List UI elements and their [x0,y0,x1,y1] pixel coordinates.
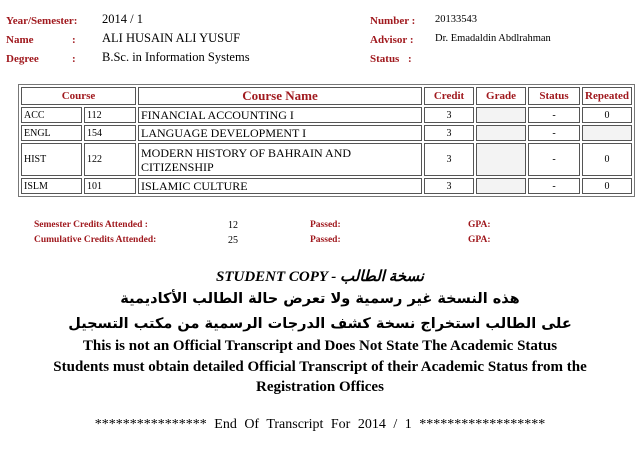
degree-colon: : [72,53,76,65]
credit-header: Credit [424,87,474,105]
student-name: ALI HUSAIN ALI YUSUF [102,31,241,45]
cumulative-credits-value: 25 [228,235,238,246]
course-repeated: 0 [582,107,632,123]
english-notice-line-2: Students must obtain detailed Official Transcript of their Academic Status from the [53,359,587,375]
course-name: LANGUAGE DEVELOPMENT I [138,125,422,141]
course-credit: 3 [424,178,474,194]
degree-label: Degree [6,53,39,65]
course-subject: HIST [21,143,82,176]
cumulative-credits-label: Cumulative Credits Attended: [34,235,157,245]
arabic-notice-line-1: هذه النسخة غير رسمية ولا تعرض حالة الطالب الأكاديمية [120,291,520,307]
cumulative-passed-label: Passed: [310,235,341,245]
table-row [21,178,632,194]
course-grade [476,107,526,123]
name-label: Name [6,34,34,46]
cumulative-gpa-label: GPA: [468,235,491,245]
english-notice-line-3: Registration Offices [256,379,384,395]
table-row [21,125,632,141]
course-repeated: 0 [582,143,632,176]
course-number: 122 [84,143,136,176]
table-header-row [21,87,632,105]
repeated-header: Repeated [582,87,632,105]
status-label: Status [370,53,400,65]
student-copy-title-en: STUDENT COPY - [216,269,341,285]
degree-value: B.Sc. in Information Systems [102,50,250,64]
course-number: 154 [84,125,136,141]
semester-gpa-label: GPA: [468,220,491,230]
student-copy-title [0,267,640,286]
course-status: - [528,143,580,176]
semester-passed-label: Passed: [310,220,341,230]
course-credit: 3 [424,107,474,123]
course-credit: 3 [424,143,474,176]
course-number: 101 [84,178,136,194]
course-subject: ACC [21,107,82,123]
number-label: Number : [370,15,416,27]
semester-credits-value: 12 [228,220,238,231]
name-colon: : [72,34,76,46]
table-row [21,107,632,123]
semester-credits-label: Semester Credits Attended : [34,220,148,230]
course-name: FINANCIAL ACCOUNTING I [138,107,422,123]
course-name-header: Course Name [138,87,422,105]
course-name: ISLAMIC CULTURE [138,178,422,194]
course-repeated [582,125,632,141]
course-status: - [528,178,580,194]
course-grade [476,125,526,141]
course-grade [476,143,526,176]
course-credit: 3 [424,125,474,141]
status-header: Status [528,87,580,105]
status-colon: : [408,53,412,65]
course-repeated: 0 [582,178,632,194]
course-subject: ISLM [21,178,82,194]
year-semester-value: 2014 / 1 [102,12,143,26]
course-grade [476,178,526,194]
table-row [21,143,632,176]
course-status: - [528,107,580,123]
grade-header: Grade [476,87,526,105]
end-of-transcript: **************** End Of Transcript For 2014 / 1 ****************** [94,417,546,432]
course-name: MODERN HISTORY OF BAHRAIN AND CITIZENSHIP [138,143,422,176]
year-semester-label: Year/Semester: [6,15,78,27]
advisor-value: Dr. Emadaldin Abdlrahman [435,33,551,44]
course-status: - [528,125,580,141]
english-notice-line-1: This is not an Official Transcript and Does Not State The Academic Status [82,338,558,354]
student-number: 20133543 [435,14,477,25]
student-copy-title-ar: نسخة الطالب [340,269,424,285]
courses-table [18,84,635,197]
arabic-notice-line-2: على الطالب استخراج نسخة كشف الدرجات الرسمية من مكتب التسجيل [68,316,572,332]
course-number: 112 [84,107,136,123]
advisor-label: Advisor : [370,34,414,46]
course-header: Course [21,87,136,105]
course-subject: ENGL [21,125,82,141]
